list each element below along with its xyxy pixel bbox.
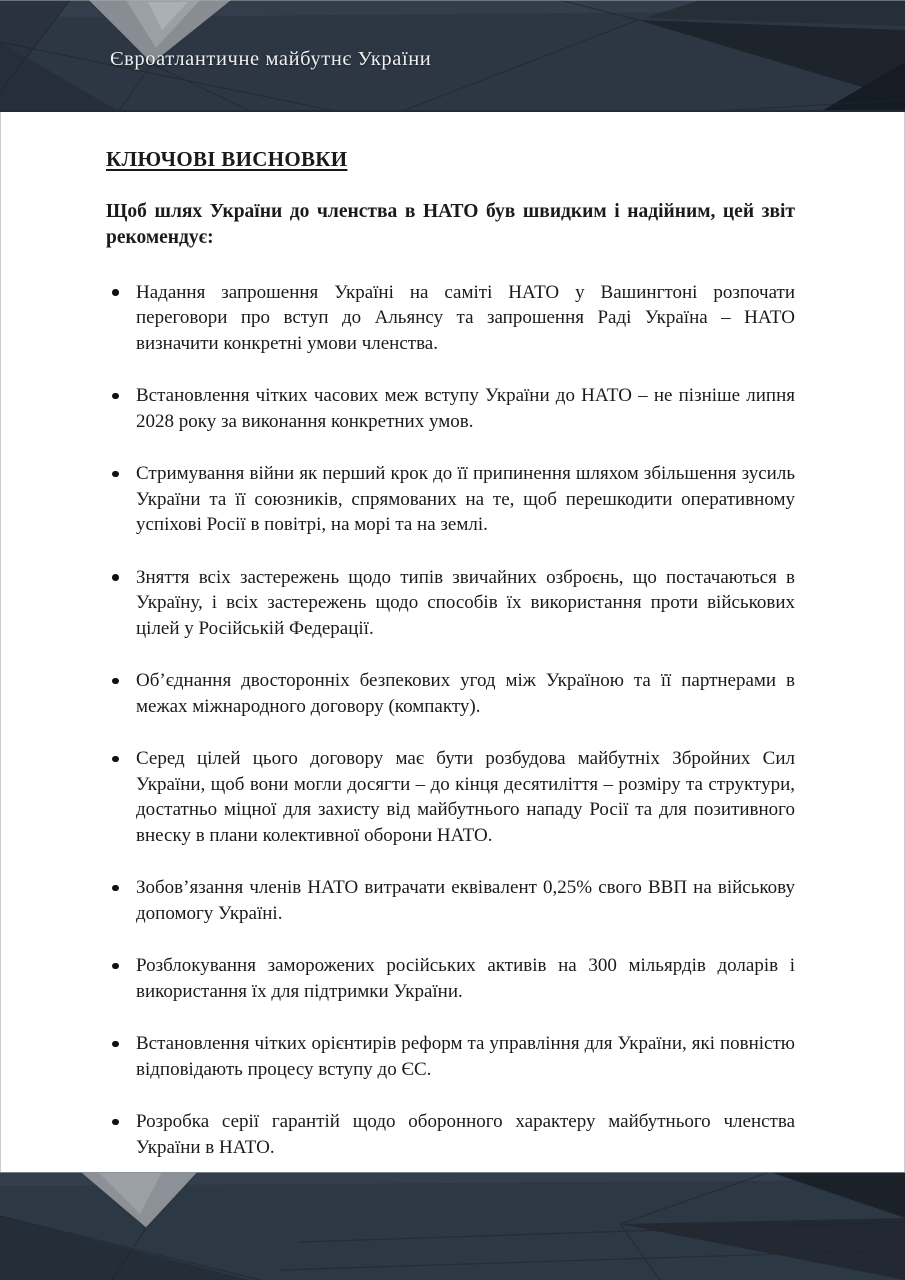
list-item-text: Надання запрошення Україні на саміті НАТО у Вашингтоні розпочати переговори про вступ до Альянсу та запрошення Раді Україна – НАТО визначити конкретні умови членства.	[136, 281, 795, 354]
bullet-icon	[112, 574, 119, 581]
bullet-icon	[112, 471, 119, 478]
list-item	[106, 875, 795, 926]
page-header-band	[0, 0, 905, 112]
list-item-text: Об’єднання двосторонніх безпекових угод між Україною та її партнерами в межах міжнародного договору (компакту).	[136, 670, 795, 717]
bullet-icon	[112, 885, 119, 892]
list-item-text: Встановлення чітких орієнтирів реформ та управління для України, які повністю відповідають процесу вступу до ЄС.	[136, 1033, 795, 1080]
footer-texture	[0, 1172, 905, 1280]
list-item	[106, 1109, 795, 1160]
list-item-text: Розблокування заморожених російських активів на 300 мільярдів доларів і використання їх для підтримки України.	[136, 955, 795, 1002]
page-footer-band	[0, 1172, 905, 1280]
list-item-text: Серед цілей цього договору має бути розбудова майбутніх Збройних Сил України, щоб вони могли досягти – до кінця десятиліття – розміру та структури, достатньо міцної для захисту від майбутнього нападу Росії та для позитивного внеску в плани колективної оборони НАТО.	[136, 748, 795, 846]
page-content	[0, 112, 905, 1172]
bullet-icon	[112, 756, 119, 763]
bullet-icon	[112, 393, 119, 400]
bullet-icon	[112, 1119, 119, 1126]
list-item	[106, 461, 795, 538]
key-findings-list	[106, 280, 795, 1161]
bullet-icon	[112, 289, 119, 296]
bullet-icon	[112, 678, 119, 685]
list-item	[106, 953, 795, 1004]
list-item-text: Стримування війни як перший крок до її припинення шляхом збільшення зусиль України та її союзників, спрямованих на те, щоб перешкодити оперативному успіхові Росії в повітрі, на морі та на землі.	[136, 463, 795, 536]
list-item	[106, 746, 795, 848]
list-item-text: Розробка серії гарантій щодо оборонного характеру майбутнього членства України в НАТО.	[136, 1111, 795, 1158]
list-item	[106, 1031, 795, 1082]
intro-paragraph: Щоб шлях України до членства в НАТО був швидким і надійним, цей звіт рекомендує:	[106, 201, 795, 248]
list-item	[106, 383, 795, 434]
list-item-text: Встановлення чітких часових меж вступу України до НАТО – не пізніше липня 2028 року за виконання конкретних умов.	[136, 385, 795, 432]
bullet-icon	[112, 1041, 119, 1048]
running-header-title: Євроатлантичне майбутнє України	[110, 48, 432, 70]
bullet-icon	[112, 963, 119, 970]
list-item	[106, 668, 795, 719]
list-item	[106, 280, 795, 357]
section-heading: КЛЮЧОВІ ВИСНОВКИ	[106, 147, 348, 171]
list-item-text: Зобов’язання членів НАТО витрачати еквівалент 0,25% свого ВВП на військову допомогу Україні.	[136, 877, 795, 924]
list-item	[106, 565, 795, 642]
list-item-text: Зняття всіх застережень щодо типів звичайних озброєнь, що постачаються в Україну, і всіх застережень щодо способів їх використання проти військових цілей у Російській Федерації.	[136, 566, 795, 639]
